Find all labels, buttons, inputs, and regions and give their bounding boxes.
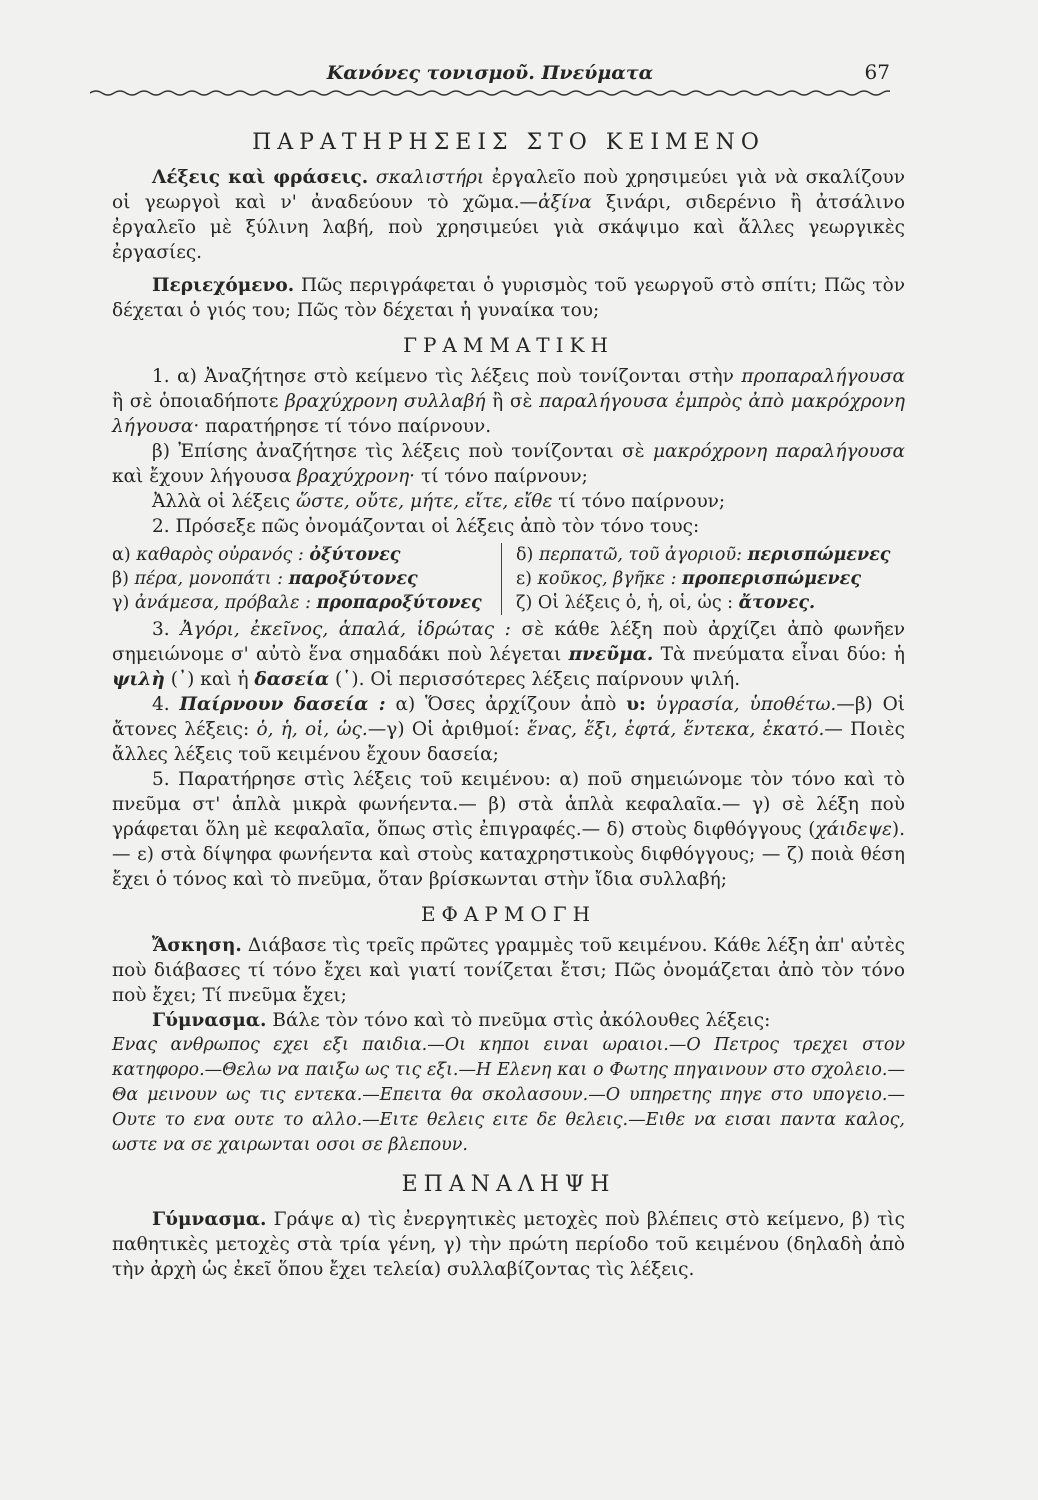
wavy-rule <box>90 86 890 100</box>
content-label: Περιεχόμενο. <box>152 275 295 296</box>
grammar-4: 4. Παίρνουν δασεία : α) Ὅσες ἀρχίζουν ἀπὸ υ: ὑγρασία, ὑποθέτω.—β) Οἱ ἄτονες λέξεις: ὁ, ἡ, οἱ, ὡς.—γ) Οἱ ἀριθμοί: ἕνας, ἕξι, ἑφτά, ἕντεκα, ἑκατό.— Ποιὲς ἄλλες λέξεις τοῦ κειμένου ἔχουν δασεία; <box>112 694 905 765</box>
page-number: 67 <box>864 60 890 84</box>
grammar-1b: β) Ἐπίσης ἀναζήτησε τὶς λέξεις ποὺ τονίζονται σὲ μακρόχρονη παραλήγουσα καὶ ἔχουν λήγουσα βραχύχρονη· τί τόνο παίρνουν; <box>112 441 905 487</box>
page-header <box>90 58 890 98</box>
accent-row: γ) ἀνάμεσα, πρόβαλε : προπαροξύτονες <box>112 593 482 613</box>
content-paragraph: Περιεχόμενο. Πῶς περιγράφεται ὁ γυρισμὸς τοῦ γεωργοῦ στὸ σπίτι; Πῶς τὸν δέχεται ὁ γιός του; Πῶς τὸν δέχεται ἡ γυναίκα του; <box>112 275 905 321</box>
grammar-2-intro: 2. Πρόσεξε πῶς ὀνομάζονται οἱ λέξεις ἀπὸ τὸν τόνο τους: <box>152 516 700 537</box>
exercise-paragraph: Ἄσκηση. Διάβασε τὶς τρεῖς πρῶτες γραμμὲς τοῦ κειμένου. Κάθε λέξη ἀπ' αὐτὲς ποὺ διάβασες τί τόνο ἔχει καὶ γιατί τονίζεται ἔτσι; Πῶς ὀνομάζεται ἀπὸ τὸν τόνο ποὺ ἔχει; Τί πνεῦμα ἔχει; <box>112 935 905 1006</box>
accent-row: α) καθαρὸς οὐρανός : ὀξύτονες <box>112 545 401 565</box>
running-title: Κανόνες τονισμοῦ. Πνεύματα <box>326 62 654 84</box>
gym1-sentences: Ενας ανθρωπος εχει εξι παιδια.—Οι κηποι ειναι ωραιοι.—Ο Πετρος τρεχει στον κατηφορο.—Θελω να παιξω ως τις εξι.—Η Ελενη και ο Φωτης πηγαινουν στο σχολειο.—Θα μεινουν ως τις εντεκα.—Επειτα θα σκολασουν.—Ο υπηρετης πηγε στο υπογειο.—Ουτε το ενα ουτε το αλλο.—Ειτε θελεις ειτε δε θελεις.—Ειθε να εισαι παντα καλος, ωστε να σε χαιρωνται οσοι σε βλεπουν. <box>112 1035 905 1155</box>
exercise-label: Ἄσκηση. <box>152 935 242 956</box>
section-title-grammar: ΓΡΑΜΜΑΤΙΚΗ <box>403 333 614 357</box>
accent-classes-table <box>112 543 905 615</box>
grammar-5: 5. Παρατήρησε στὶς λέξεις τοῦ κειμένου: α) ποῦ σημειώνομε τὸν τόνο καὶ τὸ πνεῦμα στ' ἁπλὰ μικρὰ φωνήεντα.— β) στὰ ἁπλὰ κεφαλαῖα.— γ) σὲ λέξη ποὺ γράφεται ὅλη μὲ κεφαλαῖα, ὅπως στὶς ἐπιγραφές.— δ) στοὺς διφθόγγους (χάιδεψε).— ε) στὰ δίψηφα φωνήεντα καὶ στοὺς καταχρηστικοὺς διφθόγγους; — ζ) ποιὰ θέση ἔχει ὁ τόνος καὶ τὸ πνεῦμα, ὅταν βρίσκωνται στὴν ἴδια συλλαβή; <box>112 769 905 890</box>
gym2-label: Γύμνασμα. <box>152 1209 267 1230</box>
gym1-paragraph: Γύμνασμα. Βάλε τὸν τόνο καὶ τὸ πνεῦμα στὶς ἀκόλουθες λέξεις: <box>152 1010 771 1031</box>
vocab-label: Λέξεις καὶ φράσεις. <box>152 167 369 188</box>
gym2-paragraph: Γύμνασμα. Γράψε α) τὶς ἐνεργητικὲς μετοχὲς ποὺ βλέπεις στὸ κείμενο, β) τὶς παθητικὲς μετοχὲς στὰ τρία γένη, γ) τὴν πρώτη περίοδο τοῦ κειμένου (δηλαδὴ ἀπὸ τὴν ἀρχὴ ὡς ἐκεῖ ὅπου ἔχει τελεία) συλλαβίζοντας τὶς λέξεις. <box>112 1209 905 1280</box>
section-title-application: ΕΦΑΡΜΟΓΗ <box>420 902 597 926</box>
gym1-label: Γύμνασμα. <box>152 1010 267 1031</box>
accent-classes-right <box>501 543 905 615</box>
accent-row: ζ) Οἱ λέξεις ὁ, ἡ, οἱ, ὡς : ἄτονες. <box>516 593 816 613</box>
page-body <box>112 124 905 1282</box>
section-title-review: ΕΠΑΝΑΛΗΨΗ <box>401 1172 616 1197</box>
accent-row: δ) περπατῶ, τοῦ ἀγοριοῦ: περισπώμενες <box>516 545 891 565</box>
grammar-1a: 1. α) Ἀναζήτησε στὸ κείμενο τὶς λέξεις ποὺ τονίζονται στὴν προπαραλήγουσα ἢ σὲ ὁποιαδήποτε βραχύχρονη συλλαβή ἢ σὲ παραλήγουσα ἐμπρὸς ἀπὸ μακρόχρονη λήγουσα· παρατήρησε τί τόνο παίρνουν. <box>112 366 906 437</box>
grammar-3: 3. Ἀγόρι, ἐκεῖνος, ἁπαλά, ἱδρώτας : σὲ κάθε λέξη ποὺ ἀρχίζει ἀπὸ φωνῆεν σημειώνομε σ' αὐτὸ ἕνα σημαδάκι ποὺ λέγεται πνεῦμα. Τὰ πνεύματα εἶναι δύο: ἡ ψιλὴ (᾿) καὶ ἡ δασεία (῾). Οἱ περισσότερες λέξεις παίρνουν ψιλή. <box>112 619 906 690</box>
section-title-remarks: ΠΑΡΑΤΗΡΗΣΕΙΣ ΣΤΟ ΚΕΙΜΕΝΟ <box>252 130 765 155</box>
vocab-paragraph: Λέξεις καὶ φράσεις. σκαλιστήρι ἐργαλεῖο ποὺ χρησιμεύει γιὰ νὰ σκαλίζουν οἱ γεωργοὶ καὶ ν' ἀναδεύουν τὸ χῶμα.—ἀξίνα ξινάρι, σιδερένιο ἢ ἀτσάλινο ἐργαλεῖο μὲ ξύλινη λαβή, ποὺ χρησιμεύει γιὰ σκάψιμο καὶ ἄλλες γεωργικὲς ἐργασίες. <box>112 167 905 263</box>
grammar-1c: Ἀλλὰ οἱ λέξεις ὥστε, οὔτε, μήτε, εἴτε, εἴθε τί τόνο παίρνουν; <box>152 491 726 512</box>
accent-classes-left <box>112 543 501 615</box>
accent-row: β) πέρα, μονοπάτι : παροξύτονες <box>112 569 418 589</box>
accent-row: ε) κοῦκος, βγῆκε : προπερισπώμενες <box>516 569 861 589</box>
